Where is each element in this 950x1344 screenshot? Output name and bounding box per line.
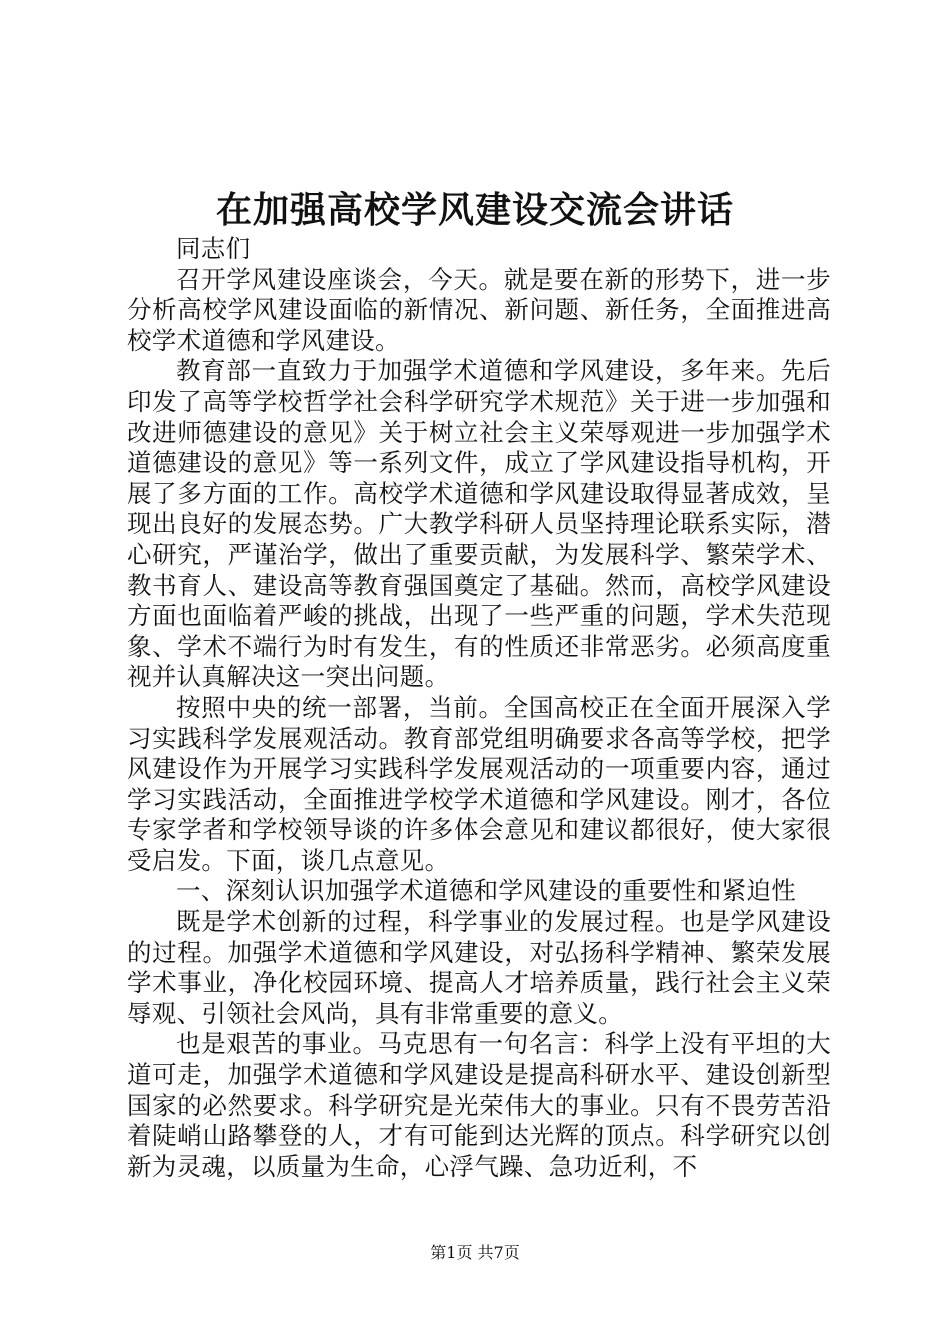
document-body xyxy=(127,234,831,1182)
page-number-footer: 第1页 共7页 xyxy=(430,1243,520,1262)
paragraph: 召开学风建设座谈会，今天。就是要在新的形势下，进一步分析高校学风建设面临的新情况、新问题、新任务，全面推进高校学术道德和学风建设。 xyxy=(127,264,831,355)
paragraph: 也是艰苦的事业。马克思有一句名言：科学上没有平坦的大道可走，加强学术道德和学风建设是提高科研水平、建设创新型国家的必然要求。科学研究是光荣伟大的事业。只有不畏劳苦沿着陡峭山路攀登的人，才有可能到达光辉的顶点。科学研究以创新为灵魂，以质量为生命，心浮气躁、急功近利，不 xyxy=(127,1029,831,1181)
salutation: 同志们 xyxy=(176,234,251,263)
paragraph: 按照中央的统一部署，当前。全国高校正在全面开展深入学习实践科学发展观活动。教育部党组明确要求各高等学校，把学风建设作为开展学习实践科学发展观活动的一项重要内容，通过学习实践活动，全面推进学校学术道德和学风建设。刚才，各位专家学者和学校领导谈的许多体会意见和建议都很好，使大家很受启发。下面，谈几点意见。 xyxy=(127,692,831,875)
paragraph: 教育部一直致力于加强学术道德和学风建设，多年来。先后印发了高等学校哲学社会科学研究学术规范》关于进一步加强和改进师德建设的意见》关于树立社会主义荣辱观进一步加强学术道德建设的意见》等一系列文件，成立了学风建设指导机构，开展了多方面的工作。高校学术道德和学风建设取得显著成效，呈现出良好的发展态势。广大教学科研人员坚持理论联系实际，潜心研究，严谨治学，做出了重要贡献，为发展科学、繁荣学术、教书育人、建设高等教育强国奠定了基础。然而，高校学风建设方面也面临着严峻的挑战，出现了一些严重的问题，学术失范现象、学术不端行为时有发生，有的性质还非常恶劣。必须高度重视并认真解决这一突出问题。 xyxy=(127,356,831,692)
section-heading: 一、深刻认识加强学术道德和学风建设的重要性和紧迫性 xyxy=(176,876,796,906)
paragraph: 既是学术创新的过程，科学事业的发展过程。也是学风建设的过程。加强学术道德和学风建设，对弘扬科学精神、繁荣发展学术事业，净化校园环境、提高人才培养质量，践行社会主义荣辱观、引领社会风尚，具有非常重要的意义。 xyxy=(127,907,831,1028)
document-title: 在加强高校学风建设交流会讲话 xyxy=(215,189,734,231)
